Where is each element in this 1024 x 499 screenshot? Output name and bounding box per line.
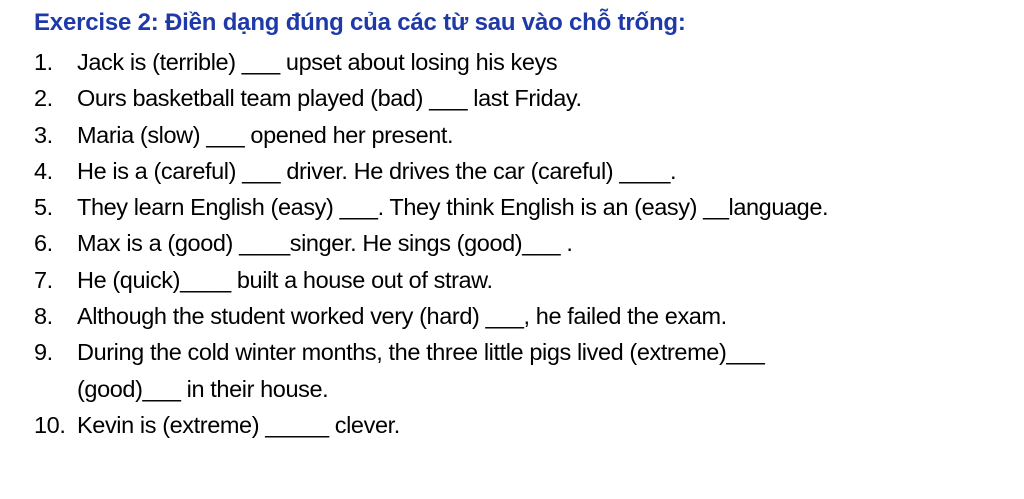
item-text bbox=[77, 334, 764, 407]
item-number: 4. bbox=[34, 157, 53, 184]
exercise-item-8 bbox=[34, 298, 1024, 334]
item-text-line: (good)___ in their house. bbox=[77, 375, 329, 402]
exercise-item-9 bbox=[34, 334, 1024, 407]
exercise-item-3 bbox=[34, 117, 1024, 153]
item-number: 6. bbox=[34, 230, 53, 257]
exercise-list bbox=[34, 44, 1024, 443]
item-text: He is a (careful) ___ driver. He drives the car (careful) ____. bbox=[77, 157, 677, 184]
item-text-line: During the cold winter months, the three little pigs lived (extreme)___ bbox=[77, 339, 765, 366]
exercise-item-4 bbox=[34, 153, 1024, 189]
item-text: Maria (slow) ___ opened her present. bbox=[77, 121, 454, 148]
item-text: Ours basketball team played (bad) ___ last Friday. bbox=[77, 85, 582, 112]
item-number: 3. bbox=[34, 121, 53, 148]
item-number: 8. bbox=[34, 303, 53, 330]
exercise-item-7 bbox=[34, 262, 1024, 298]
item-number: 9. bbox=[34, 339, 53, 366]
exercise-item-2 bbox=[34, 80, 1024, 116]
item-number: 10. bbox=[34, 411, 66, 438]
item-text: Max is a (good) ____singer. He sings (good)___ . bbox=[77, 230, 573, 257]
exercise-item-6 bbox=[34, 225, 1024, 261]
item-number: 1. bbox=[34, 49, 53, 75]
exercise-item-5 bbox=[34, 189, 1024, 225]
exercise-item-1 bbox=[34, 44, 1024, 80]
item-text: He (quick)____ built a house out of straw. bbox=[77, 266, 493, 293]
item-text: Kevin is (extreme) _____ clever. bbox=[77, 411, 400, 438]
item-number: 2. bbox=[34, 85, 53, 112]
exercise-item-10 bbox=[34, 407, 1024, 443]
item-number: 5. bbox=[34, 194, 53, 221]
item-text: They learn English (easy) ___. They think English is an (easy) __language. bbox=[77, 194, 829, 221]
exercise-title: Exercise 2: Điền dạng đúng của các từ sau vào chỗ trống: bbox=[34, 9, 686, 36]
item-text: Although the student worked very (hard) ___, he failed the exam. bbox=[77, 303, 727, 330]
item-text: Jack is (terrible) ___ upset about losing his keys bbox=[77, 49, 558, 75]
item-number: 7. bbox=[34, 266, 53, 293]
